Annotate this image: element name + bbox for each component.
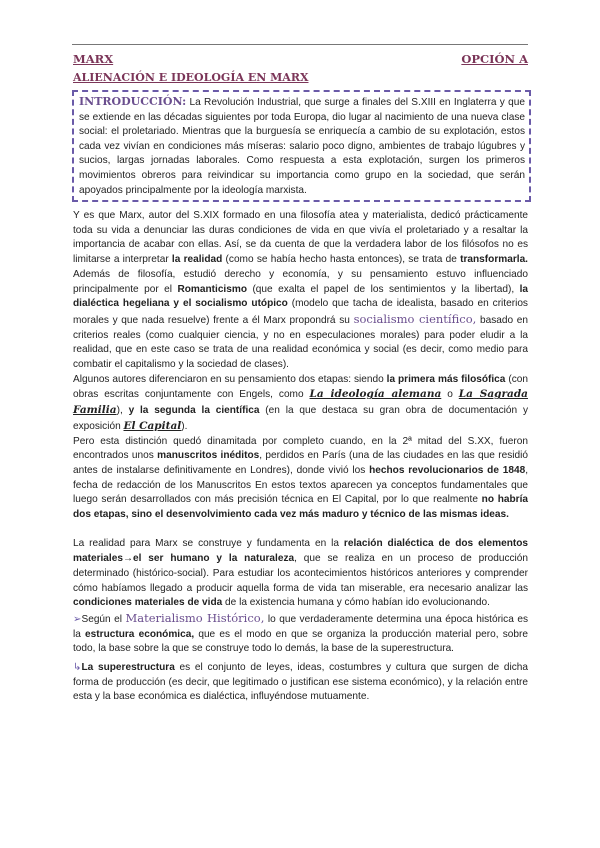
text: , fecha de redacción de los Manuscritos En estos textos aparecen ya conceptos fundamentales que luego serán desarrollados con más precisión técnica en El Capital, por lo que realmente — [73, 464, 528, 506]
text: Pero esta distinción quedó dinamitada por completo cuando, en la 2ª mitad del S.XX, fueron encontrados unos — [73, 435, 528, 462]
document-title: ALIENACIÓN E IDEOLOGÍA EN MARX — [73, 71, 309, 84]
bold-text: relación dialéctica de dos elementos materiales→el ser humano y la naturaleza — [73, 538, 528, 565]
text: o — [441, 389, 459, 401]
bold-text: la dialéctica hegeliana y el socialismo utópico — [73, 283, 528, 310]
paragraph-marx-biography — [73, 209, 528, 373]
work-title: El Capital — [123, 419, 182, 432]
bold-text: la primera más filosófica — [386, 373, 506, 385]
text: , perdidos en París (una de las ciudades en las que residió antes de instalarse definitivamente en Londres), donde vivió los — [73, 450, 528, 476]
highlight-term: socialismo científico, — [353, 311, 477, 326]
bold-text: hechos revolucionarios de 1848 — [369, 464, 526, 476]
work-title: La Sagrada Familia — [73, 388, 528, 417]
work-title: La ideología alemana — [309, 388, 442, 401]
highlight-term: Materialismo Histórico, — [125, 610, 265, 625]
paragraph-dialectic-relation — [73, 537, 528, 611]
text: Según el — [81, 613, 126, 625]
text: de la existencia humana y cómo habían ido evolucionando. — [222, 597, 490, 609]
text: (modelo que tacha de idealista, basado en criterios morales y que nada resuelve) frente a él Marx propondrá su — [73, 298, 528, 326]
bold-text: transformarla. — [460, 254, 528, 266]
document-body — [73, 209, 528, 705]
text: , que se realiza en un proceso de producción determinado (histórico-social). Para estudiar los acontecimientos históricos anteriores y comprender cómo habíamos llegado a producir aquella forma de vida tan miserable, era necesario analizar las — [73, 553, 529, 594]
top-rule — [72, 44, 528, 45]
bold-text: La superestructura — [81, 662, 175, 674]
header-author: MARX — [73, 52, 114, 66]
text: (que exalta el papel de los sentimientos y la libertad), — [247, 283, 520, 295]
bold-text: la realidad — [171, 254, 223, 266]
text: que es el modo en que se organiza la producción material pero, sobre todo, la base sobre la que se construye todo lo demás, la base de la superestructura. — [73, 628, 528, 655]
bold-text: Romanticismo — [177, 283, 247, 295]
bold-text: no habría dos etapas, sino el desenvolvimiento cada vez más maduro y técnico de las mismas ideas. — [73, 494, 528, 521]
text: La realidad para Marx se construye y fundamenta en la — [73, 538, 344, 550]
header-option: OPCIÓN A — [461, 52, 528, 66]
text: Además de filosofía, estudió derecho y economía, y su pensamiento estuvo influenciado principalmente por el — [73, 268, 528, 295]
paragraph-spacer — [73, 523, 528, 538]
paragraph-manuscripts — [73, 435, 528, 523]
paragraph-superstructure — [73, 661, 528, 705]
paragraph-two-stages — [73, 373, 528, 435]
return-arrow-icon: ↳ — [73, 662, 82, 674]
bold-text: manuscritos inéditos — [157, 450, 260, 462]
introduction-text: La Revolución Industrial, que surge a finales del S.XIII en Inglaterra y que se extiende en las décadas siguientes por toda Europa, dio lugar al nacimiento de una nueva clase social: el proletariado. Mientras que la burguesía se enriquecía a cambio de su explotación, estos cada vez vivían en condiciones más míseras: salario poco digno, ambientes de trabajo lúgubres y sucios, largas jornadas laborales. Como respuesta a esta explotación, surgen los primeros movimientos obreros para reivindicar su importancia como grupo en la sociedad, que serán apoyados principalmente por la ideología marxista. — [79, 97, 525, 196]
text: ). — [181, 420, 188, 432]
bold-text: estructura económica, — [85, 628, 195, 640]
text: Y es que Marx, autor del S.XIX formado en una filosofía atea y materialista, dedicó prácticamente toda su vida a denunciar las duras condiciones de vida en que vivía el proletariado y a resaltar la importancia de acabar con ellas. Así, se da cuenta de que la verdadera labor de los filósofos no es limitarse a interpretar — [73, 210, 528, 266]
introduction-heading: INTRODUCCIÓN: — [79, 95, 187, 108]
bold-text: condiciones materiales de vida — [73, 597, 223, 609]
arrow-bullet-icon: ➢ — [73, 613, 82, 625]
paragraph-historical-materialism — [73, 611, 528, 657]
text: (como se había hecho hasta entonces), se trata de — [222, 254, 461, 266]
text: (en la que destaca su gran obra de documentación y exposición — [73, 405, 528, 432]
text: lo que verdaderamente determina una época histórica es la — [73, 613, 528, 640]
introduction-box — [72, 90, 531, 202]
text: (con obras escritas conjuntamente con Engels, como — [73, 373, 528, 401]
text: es el conjunto de leyes, ideas, costumbres y cultura que surgen de dicha forma de producción (es decir, que legitimado o justifican ese sistema económico), y la relación entre esta y la base económica es dialéctica, influyéndose mutuamente. — [73, 662, 528, 703]
text: Algunos autores diferenciaron en su pensamiento dos etapas: siendo — [73, 373, 387, 385]
bold-text: y la segunda la científica — [128, 405, 260, 417]
text: basado en criterios reales (como cualquier ciencia, y no en especulaciones morales) para poder eludir a la realidad, que en este caso se trata de una realidad económica y social (es decir, como medio para combatir el capitalismo y la sociedad de clases). — [73, 314, 528, 371]
text: ), — [116, 405, 129, 417]
